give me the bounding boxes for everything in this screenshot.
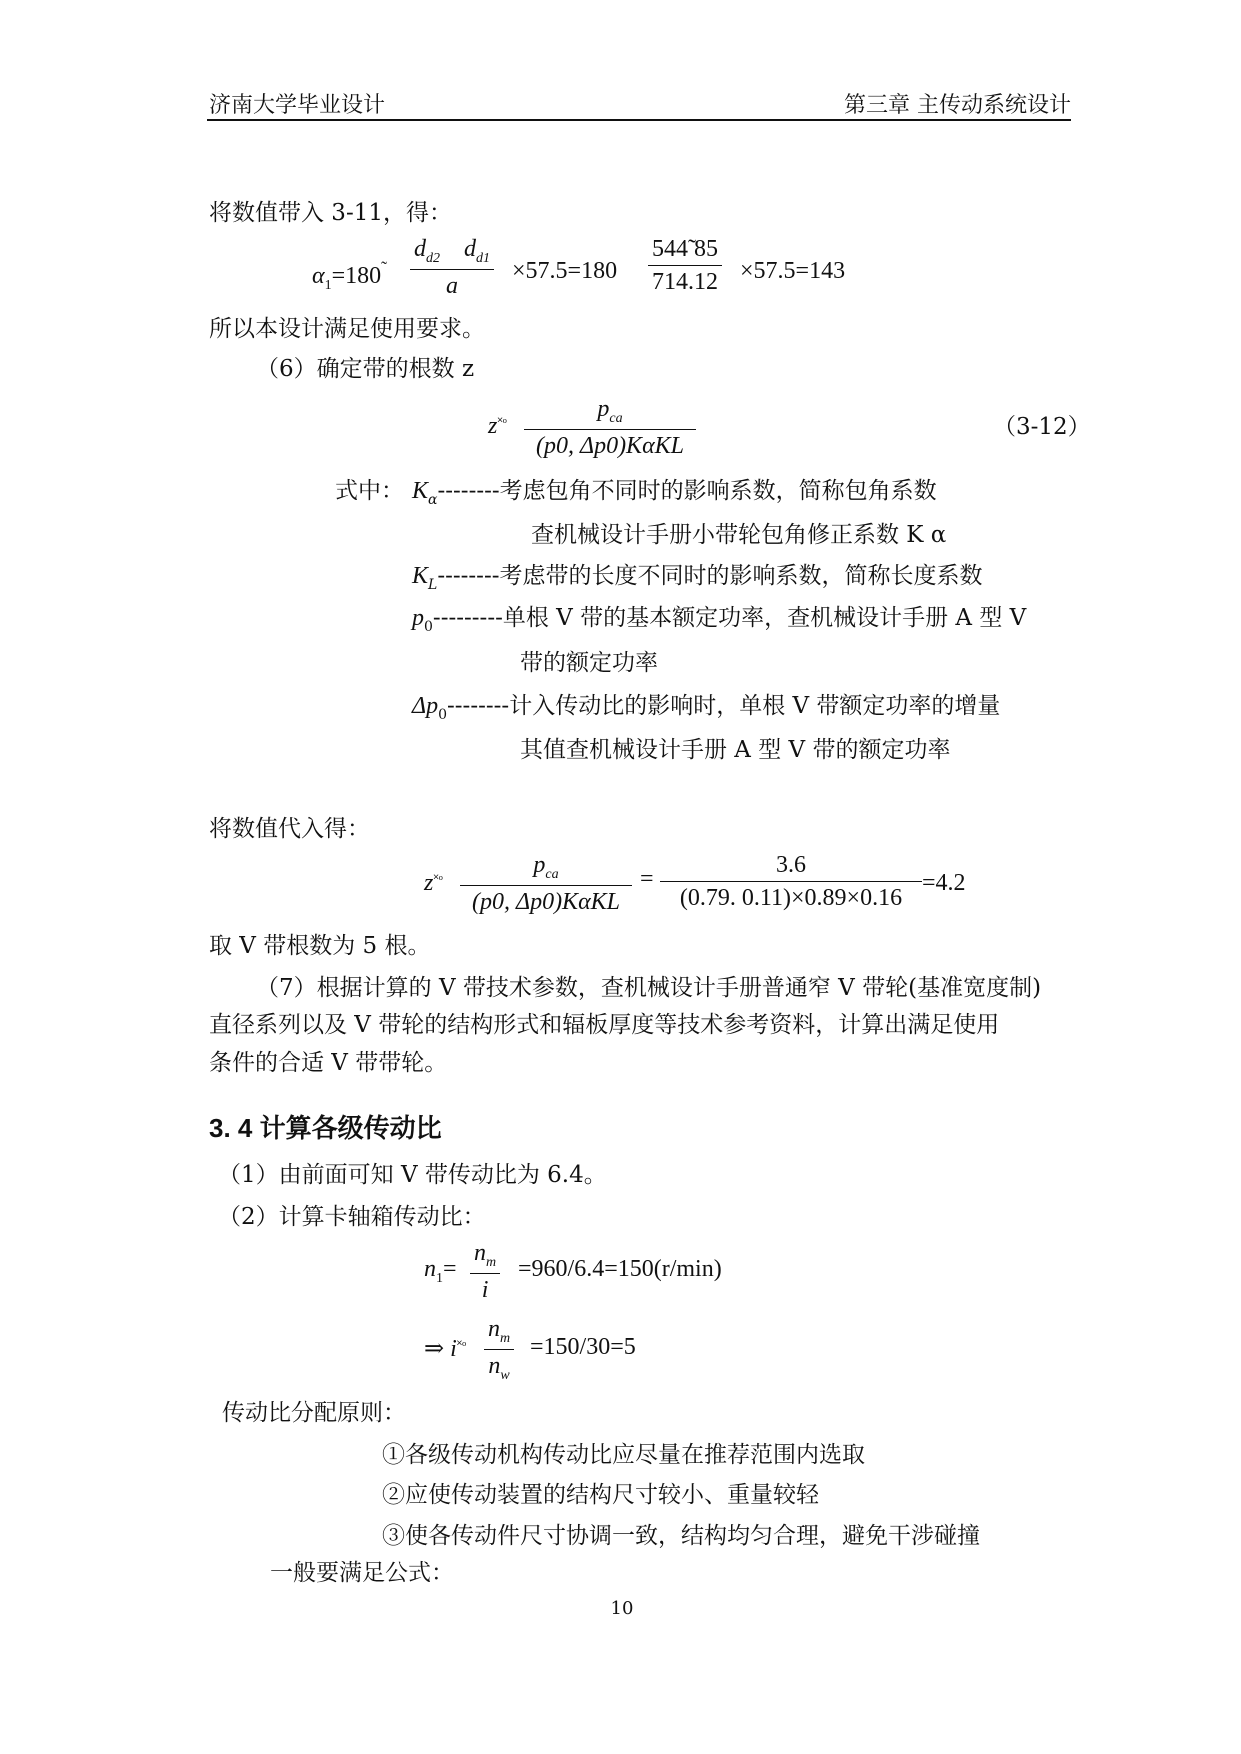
header-rule	[207, 119, 1071, 121]
eq-z-fraction: $p_{ca}$ (p0, Δp0)KαKL	[524, 396, 696, 460]
step7-line-2: 直径系列以及 V 带轮的结构形式和辐板厚度等技术参考资料，计算出满足使用	[209, 1012, 1000, 1038]
def-p0-note: 带的额定功率	[520, 650, 658, 676]
section-heading: 3. 4 计算各级传动比	[209, 1113, 442, 1143]
para1-intro: 将数值带入 3-11，得：	[209, 200, 452, 226]
header-left: 济南大学毕业设计	[209, 93, 386, 118]
principles-title: 传动比分配原则：	[222, 1400, 406, 1426]
principle-3: ③使各传动件尺寸协调一致，结构均匀合理，避免干涉碰撞	[382, 1523, 980, 1549]
equation-number: （3-12）	[993, 414, 1091, 440]
eq-n1-lhs: $n_1=$	[424, 1256, 457, 1286]
step6-title: （6）确定带的根数 z	[256, 356, 475, 382]
step7-line-3: 条件的合适 V 带带轮。	[209, 1050, 448, 1076]
eq-z-lhs: $z^{˟ᵒ}$	[488, 413, 507, 439]
header-right: 第三章 主传动系统设计	[844, 93, 1071, 118]
principle-1: ①各级传动机构传动比应尽量在推荐范围内选取	[382, 1442, 865, 1468]
defs-intro: 式中：	[335, 478, 404, 504]
eq-alpha-lhs: $\alpha_1=180$	[312, 263, 382, 293]
eq-z2-fraction-2: $\frac{3.6}{(0.79. 0.11)\times 0.89\times 0.16}$	[660, 852, 922, 912]
eq-z2-fraction-1: $p_{ca}$ (p0, Δp0)KαKL	[460, 852, 632, 916]
def-k-alpha-note: 查机械设计手册小带轮包角修正系数 K α	[531, 522, 947, 548]
para2-intro: 将数值代入得：	[209, 816, 370, 842]
para2-conclusion: 取 V 带根数为 5 根。	[209, 933, 431, 959]
eq-z2-result: =4.2	[922, 870, 966, 896]
def-k-alpha: $K_\alpha--------$考虑包角不同时的影响系数，简称包角系数	[412, 478, 937, 508]
eq-i-fraction: $\frac{n_m}{n_w}$	[484, 1316, 514, 1384]
eq-z2-lhs: $z^{˟ᵒ}$	[424, 870, 443, 896]
eq-i-rhs: =150/30=5	[530, 1334, 636, 1360]
def-dp0: $\Delta p_0--------$计入传动比的影响时，单根 V 带额定功率的增量	[412, 693, 1001, 723]
step7-line-1: （7）根据计算的 V 带技术参数，查机械设计手册普通窄 V 带轮(基准宽度制)	[256, 975, 1042, 1001]
eq-alpha-fraction-2: $\frac{544̃ 85}{714.12}$	[648, 236, 722, 296]
eq-z2-equals: =	[640, 866, 654, 892]
eq-n1-rhs: =960/6.4=150(r/min)	[518, 1256, 722, 1282]
def-k-l: $K_L--------$考虑带的长度不同时的影响系数，简称长度系数	[412, 563, 983, 593]
final-line: 一般要满足公式：	[270, 1560, 454, 1586]
para1-conclusion: 所以本设计满足使用要求。	[209, 316, 485, 342]
step-2: （2）计算卡轴箱传动比：	[218, 1204, 486, 1230]
def-p0: $p_0---------$单根 V 带的基本额定功率，查机械设计手册 A 型 V	[412, 605, 1027, 635]
eq-n1-fraction: $\frac{n_m}{i}$	[470, 1240, 500, 1304]
def-dp0-note: 其值查机械设计手册 A 型 V 带的额定功率	[520, 737, 951, 763]
principle-2: ②应使传动装置的结构尺寸较小、重量较轻	[382, 1482, 819, 1508]
eq-alpha-fraction-1: $\frac{d_{d2} d_{d1}}{a}$	[410, 236, 494, 300]
step-1: （1）由前面可知 V 带传动比为 6.4。	[218, 1162, 607, 1188]
eq-alpha-mult-2: ×57.5=143	[740, 258, 846, 284]
eq-alpha-mult-1: ×57.5=180	[512, 258, 618, 284]
page-number: 10	[610, 1598, 634, 1619]
eq-i-lhs: ⇒ $i^{˟ᵒ}$	[424, 1336, 467, 1362]
